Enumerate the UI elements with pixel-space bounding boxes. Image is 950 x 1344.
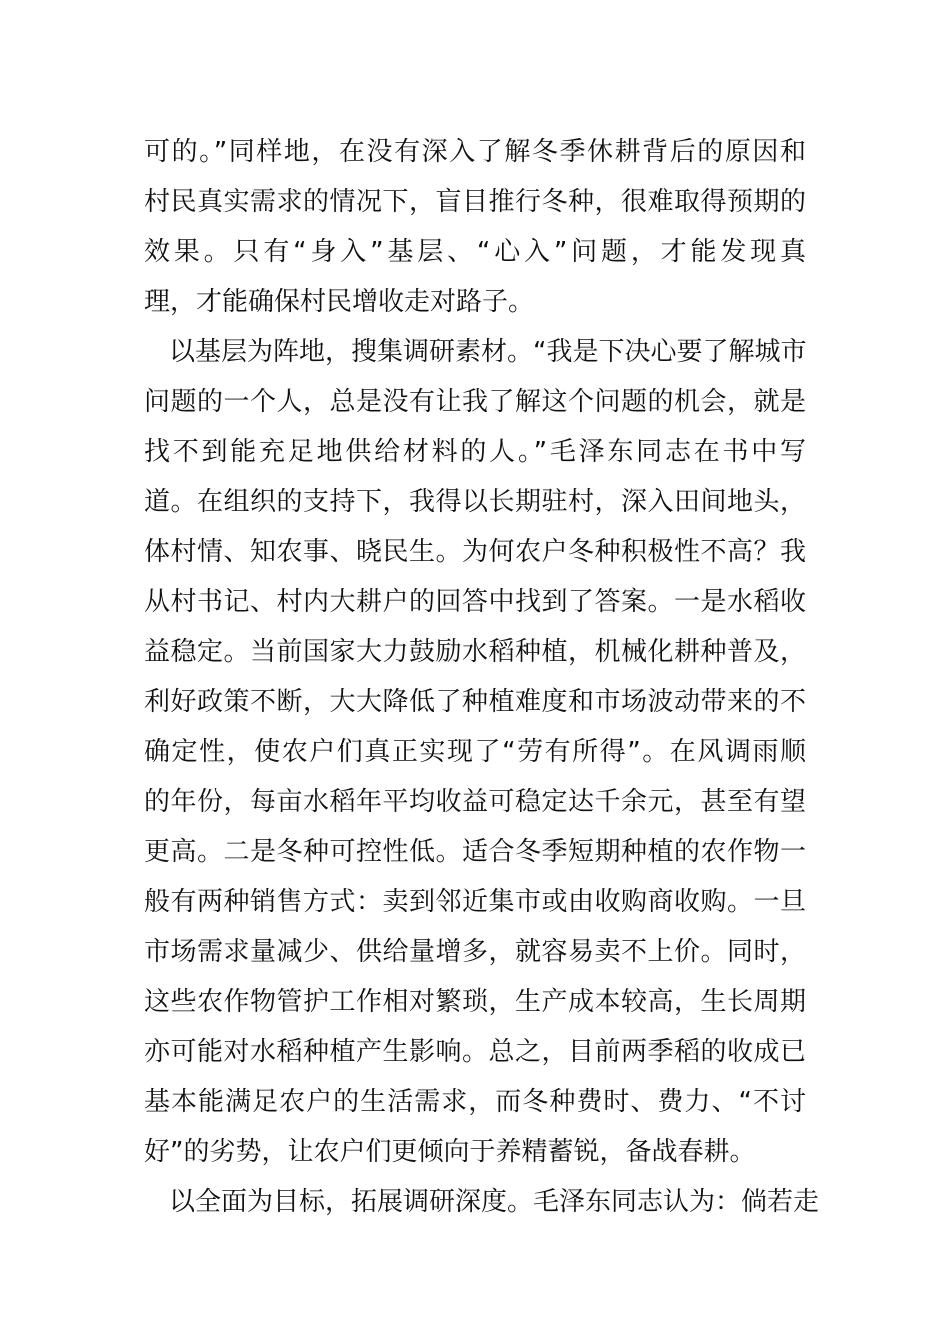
text-line-1: 可的。”同样地，在没有深入了解冬季休耕背后的原因和	[144, 137, 806, 167]
text-line-6: 问题的一个人，总是没有让我了解这个问题的机会，就是	[144, 387, 806, 417]
text-line-21: 好”的劣势，让农户们更倾向于养精蓄锐，备战春耕。	[144, 1137, 756, 1167]
text-line-8: 道。在组织的支持下，我得以长期驻村，深入田间地头，	[144, 487, 806, 517]
text-line-15: 更高。二是冬种可控性低。适合冬季短期种植的农作物一	[144, 837, 806, 867]
text-line-19: 亦可能对水稻种植产生影响。总之，目前两季稻的收成已	[144, 1037, 806, 1067]
text-line-10: 从村书记、村内大耕户的回答中找到了答案。一是水稻收	[144, 587, 806, 617]
paragraph-start-line: 以基层为阵地，搜集调研素材。“我是下决心要了解城市	[169, 337, 807, 367]
text-line-12: 利好政策不断，大大降低了种植难度和市场波动带来的不	[144, 687, 806, 717]
text-line-9: 体村情、知农事、晓民生。为何农户冬种积极性不高？我	[144, 537, 806, 567]
text-line-16: 般有两种销售方式：卖到邻近集市或由收购商收购。一旦	[144, 887, 806, 917]
text-line-4: 理，才能确保村民增收走对路子。	[144, 287, 535, 317]
text-line-14: 的年份，每亩水稻年平均收益可稳定达千余元，甚至有望	[144, 787, 806, 817]
text-line-3: 效果。只有“身入”基层、“心入”问题，才能发现真	[144, 237, 806, 267]
paragraph-start-line: 以全面为目标，拓展调研深度。毛泽东同志认为：倘若走	[169, 1187, 820, 1217]
text-line-7: 找不到能充足地供给材料的人。”毛泽东同志在书中写	[144, 437, 806, 467]
text-line-2: 村民真实需求的情况下，盲目推行冬种，很难取得预期的	[144, 187, 806, 217]
text-line-11: 益稳定。当前国家大力鼓励水稻种植，机械化耕种普及，	[144, 637, 806, 667]
text-line-13: 确定性，使农户们真正实现了“劳有所得”。在风调雨顺	[144, 737, 806, 767]
text-line-17: 市场需求量减少、供给量增多，就容易卖不上价。同时，	[144, 937, 806, 967]
text-line-18: 这些农作物管护工作相对繁琐，生产成本较高，生长周期	[144, 987, 806, 1017]
text-line-20: 基本能满足农户的生活需求，而冬种费时、费力、“不讨	[144, 1087, 806, 1117]
